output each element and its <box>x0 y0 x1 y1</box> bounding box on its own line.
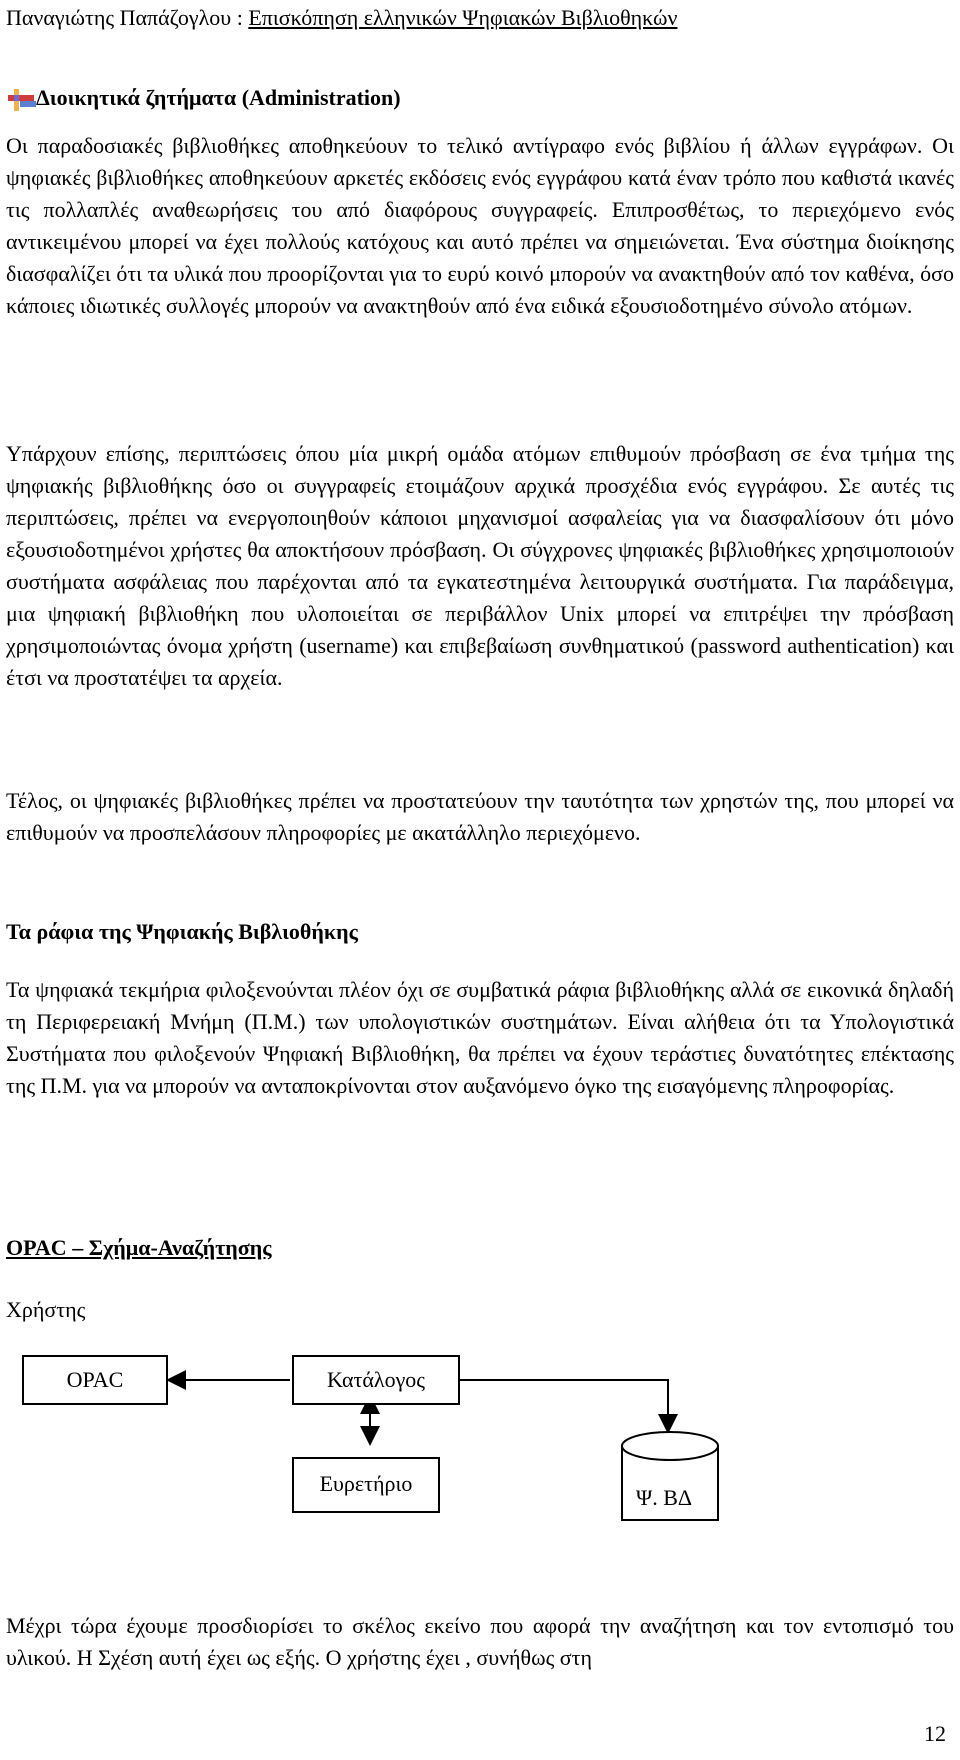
paragraph-admin-3: Τέλος, οι ψηφιακές βιβλιοθήκες πρέπει να προστατεύουν την ταυτότητα των χρηστών της, που μπορεί να επιθυμούν να προσπελάσουν πληροφορίες με ακατάλληλο περιεχόμενο. <box>6 788 954 845</box>
diagram-box-catalog <box>292 1355 460 1405</box>
page-number: 12 <box>924 1721 946 1746</box>
paragraph-shelves: Τα ψηφιακά τεκμήρια φιλοξενούνται πλέον όχι σε συμβατικά ράφια βιβλιοθήκης αλλά σε εικονικά δηλαδή τη Περιφερειακή Μνήμη (Π.Μ.) των υπολογιστικών συστημάτων. Είναι αλήθεια ότι τα Υπολογιστικά Συστήματα που φιλοξενούν Ψηφιακή Βιβλιοθήκη, θα πρέπει να έχουν τεράστιες δυνατότητες επέκτασης της Π.Μ. για να μπορούν να ανταποκρίνονται στον αυξανόμενο όγκο της εισαγόμενης πληροφορίας. <box>6 977 954 1098</box>
section-title-opac: OPAC – Σχήμα-Αναζήτησης <box>6 1235 272 1260</box>
diagram-box-index-label: Ευρετήριο <box>319 1471 413 1496</box>
header-author: Παναγιώτης Παπάζογλου : <box>6 5 249 30</box>
user-label: Χρήστης <box>6 1297 86 1322</box>
diagram-box-index <box>292 1457 440 1513</box>
paragraph-admin-2: Υπάρχουν επίσης, περιπτώσεις όπου μία μικρή ομάδα ατόμων επιθυμούν πρόσβαση σε ένα τμήμα της ψηφιακής βιβλιοθήκης όσο οι συγγραφείς ετοιμάζουν αρχικά προσχέδια ενός εγγράφου. Σε αυτές τις περιπτώσεις, πρέπει να ενεργοποιηθούν κάποιοι μηχανισμοί ασφαλείας για να διασφαλίσουν ότι μόνο εξουσιοδοτημένοι χρήστες θα αποκτήσουν πρόσβαση. Οι σύγχρονες ψηφιακές βιβλιοθήκες χρησιμοποιούν συστήματα ασφάλειας που παρέχονται από τα εγκατεστημένα λειτουργικά συστήματα. Για παράδειγμα, μια ψηφιακή βιβλιοθήκη που υλοποιείται σε περιβάλλον Unix μπορεί να επιτρέψει την πρόσβαση χρησιμοποιώντας όνομα χρήστη (username) και επιβεβαίωση συνθηματικού (password authentication) και έτσι να προστατέψει τα αρχεία. <box>6 441 954 690</box>
section-title-administration: Διοικητικά ζητήματα (Administration) <box>36 85 401 110</box>
diagram-box-catalog-label: Κατάλογος <box>326 1367 426 1392</box>
diagram-database-label: Ψ. ΒΔ <box>636 1485 693 1510</box>
arrow-catalog-to-database <box>460 1380 668 1430</box>
diagram-box-opac-label: OPAC <box>66 1367 124 1392</box>
section-title-shelves: Τα ράφια της Ψηφιακής Βιβλιοθήκης <box>6 919 358 944</box>
bullet-flag-icon <box>6 87 40 113</box>
running-header <box>6 4 677 32</box>
paragraph-admin-1: Οι παραδοσιακές βιβλιοθήκες αποθηκεύουν το τελικό αντίγραφο ενός βιβλίου ή άλλων εγγράφων. Οι ψηφιακές βιβλιοθήκες αποθηκεύουν αρκετές εκδόσεις ενός εγγράφου κατά έναν τρόπο που καθιστά ικανές τις πολλαπλές αναθεωρήσεις του από διαφόρους συγγραφείς. Επιπροσθέτως, το περιεχόμενο ενός αντικειμένου μπορεί να έχει πολλούς κατόχους και αυτό πρέπει να σημειώνεται. Ένα σύστημα διοίκησης διασφαλίζει ότι τα υλικά που προορίζονται για το ευρύ κοινό μπορούν να ανακτηθούν από τον καθένα, όσο κάποιες ιδιωτικές συλλογές μπορούν να ανακτηθούν από ένα ειδικά εξουσιοδοτημένο σύνολο ατόμων. <box>6 133 954 318</box>
diagram-box-opac <box>22 1355 168 1405</box>
paragraph-closing: Μέχρι τώρα έχουμε προσδιορίσει το σκέλος εκείνο που αφορά την αναζήτηση και τον εντοπισμό του υλικού. Η Σχέση αυτή έχει ως εξής. Ο χρήστης έχει , συνήθως στη <box>6 1613 954 1670</box>
header-title-link[interactable]: Επισκόπηση ελληνικών Ψηφιακών Βιβλιοθηκών <box>248 5 678 30</box>
